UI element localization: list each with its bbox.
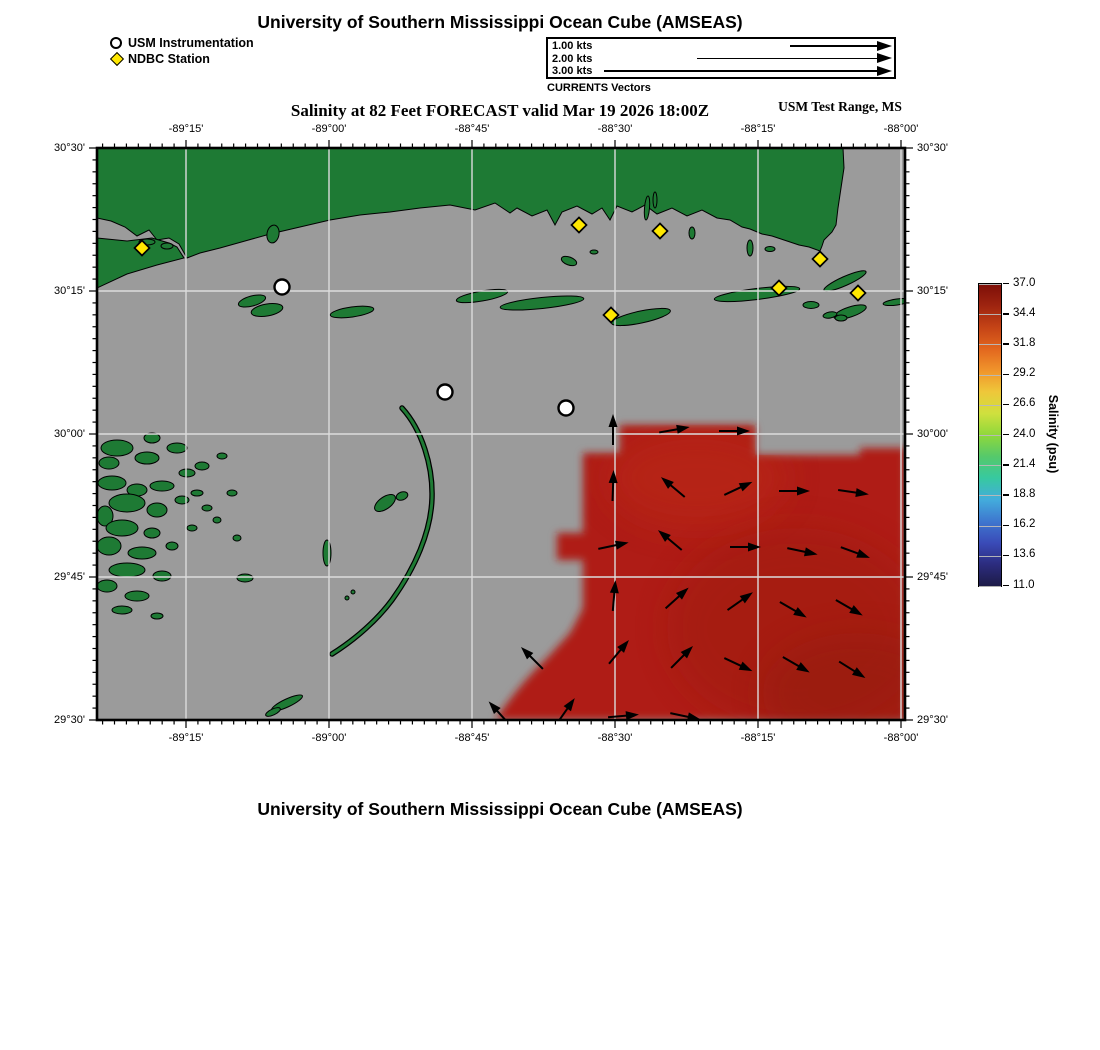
ndbc-diamond-icon — [110, 52, 124, 66]
x-axis-tick-label: -88°45' — [454, 123, 490, 135]
colorbar-tick-line — [979, 284, 1001, 285]
x-axis-tick-label: -88°15' — [740, 732, 776, 744]
y-axis-tick-label: 30°30' — [917, 142, 948, 154]
y-axis-tick-label: 30°30' — [54, 142, 85, 154]
colorbar-tick-label: 16.2 — [1013, 518, 1036, 531]
usm-circle-icon — [110, 37, 122, 49]
arrow-head-icon — [877, 66, 892, 76]
colorbar-tick-mark — [1003, 464, 1009, 465]
vector-scale-row — [548, 64, 894, 77]
colorbar-tick-line — [979, 405, 1001, 406]
y-axis-tick-label: 29°45' — [917, 571, 948, 583]
vector-speed-label: 2.00 kts — [552, 52, 593, 65]
colorbar-tick-label: 18.8 — [1013, 487, 1036, 500]
salinity-colorbar — [978, 283, 1002, 587]
x-axis-tick-label: -88°00' — [883, 123, 919, 135]
x-axis-tick-label: -88°00' — [883, 732, 919, 744]
colorbar-tick-mark — [1003, 494, 1009, 495]
region-label: USM Test Range, MS — [778, 99, 902, 114]
x-axis-tick-label: -89°00' — [311, 732, 347, 744]
colorbar-title: Salinity (psu) — [1046, 394, 1060, 474]
x-axis-tick-label: -89°15' — [168, 123, 204, 135]
colorbar-tick-label: 24.0 — [1013, 427, 1036, 440]
usm-instrumentation-marker[interactable] — [559, 401, 574, 416]
y-axis-tick-label: 29°30' — [917, 714, 948, 726]
currents-vector-scale — [546, 37, 896, 79]
legend-label: USM Instrumentation — [128, 36, 254, 50]
colorbar-tick-label: 21.4 — [1013, 457, 1036, 470]
x-axis-tick-label: -88°30' — [597, 123, 633, 135]
y-axis-tick-label: 30°15' — [917, 285, 948, 297]
x-axis-tick-label: -89°15' — [168, 732, 204, 744]
forecast-subtitle: Salinity at 82 Feet FORECAST valid Mar 19 2026 18:00Z — [290, 101, 710, 120]
vector-speed-label: 3.00 kts — [552, 65, 593, 78]
vector-speed-label: 1.00 kts — [552, 40, 593, 52]
arrow-head-icon — [877, 41, 892, 51]
y-axis-tick-label: 29°30' — [54, 714, 85, 726]
vector-scale-row — [548, 39, 894, 52]
colorbar-tick-line — [979, 344, 1001, 345]
legend-label: NDBC Station — [128, 52, 210, 66]
x-axis-tick-label: -88°30' — [597, 732, 633, 744]
x-axis-tick-label: -88°45' — [454, 732, 490, 744]
colorbar-tick-label: 11.0 — [1013, 578, 1035, 591]
colorbar-tick-label: 37.0 — [1013, 276, 1036, 289]
footer-title: University of Southern Mississippi Ocean Cube (AMSEAS) — [257, 799, 743, 819]
y-axis-tick-label: 30°00' — [54, 428, 85, 440]
colorbar-tick-line — [979, 586, 1001, 587]
page-title: University of Southern Mississippi Ocean Cube (AMSEAS) — [257, 12, 743, 32]
colorbar-tick-mark — [1003, 313, 1009, 314]
colorbar-tick-label: 31.8 — [1013, 336, 1036, 349]
colorbar-tick-line — [979, 375, 1001, 376]
colorbar-tick-mark — [1003, 283, 1009, 284]
colorbar-tick-mark — [1003, 525, 1009, 526]
colorbar-tick-mark — [1003, 585, 1009, 586]
colorbar-tick-mark — [1003, 555, 1009, 556]
x-axis-tick-label: -89°00' — [311, 123, 347, 135]
vector-arrow-line — [604, 70, 880, 72]
colorbar-tick-line — [979, 556, 1001, 557]
vector-arrow-line — [697, 58, 880, 60]
colorbar-tick-line — [979, 314, 1001, 315]
forecast-map — [97, 148, 905, 720]
arrow-head-icon — [877, 53, 892, 63]
usm-instrumentation-marker[interactable] — [275, 280, 290, 295]
vector-scale-row — [548, 52, 894, 65]
colorbar-tick-label: 29.2 — [1013, 367, 1036, 380]
colorbar-tick-mark — [1003, 434, 1009, 435]
colorbar-tick-line — [979, 495, 1001, 496]
vector-arrow-line — [790, 45, 880, 47]
map-area — [97, 148, 905, 720]
vector-scale-caption: CURRENTS Vectors — [547, 82, 651, 94]
colorbar-tick-mark — [1003, 374, 1009, 375]
usm-instrumentation-marker[interactable] — [438, 385, 453, 400]
colorbar-tick-mark — [1003, 343, 1009, 344]
colorbar-tick-label: 26.6 — [1013, 397, 1036, 410]
colorbar-tick-mark — [1003, 404, 1009, 405]
colorbar-tick-line — [979, 465, 1001, 466]
y-axis-tick-label: 30°15' — [54, 285, 85, 297]
x-axis-tick-label: -88°15' — [740, 123, 776, 135]
y-axis-tick-label: 30°00' — [917, 428, 948, 440]
y-axis-tick-label: 29°45' — [54, 571, 85, 583]
colorbar-tick-line — [979, 435, 1001, 436]
colorbar-tick-label: 34.4 — [1013, 306, 1036, 319]
colorbar-tick-label: 13.6 — [1013, 548, 1036, 561]
colorbar-tick-line — [979, 526, 1001, 527]
